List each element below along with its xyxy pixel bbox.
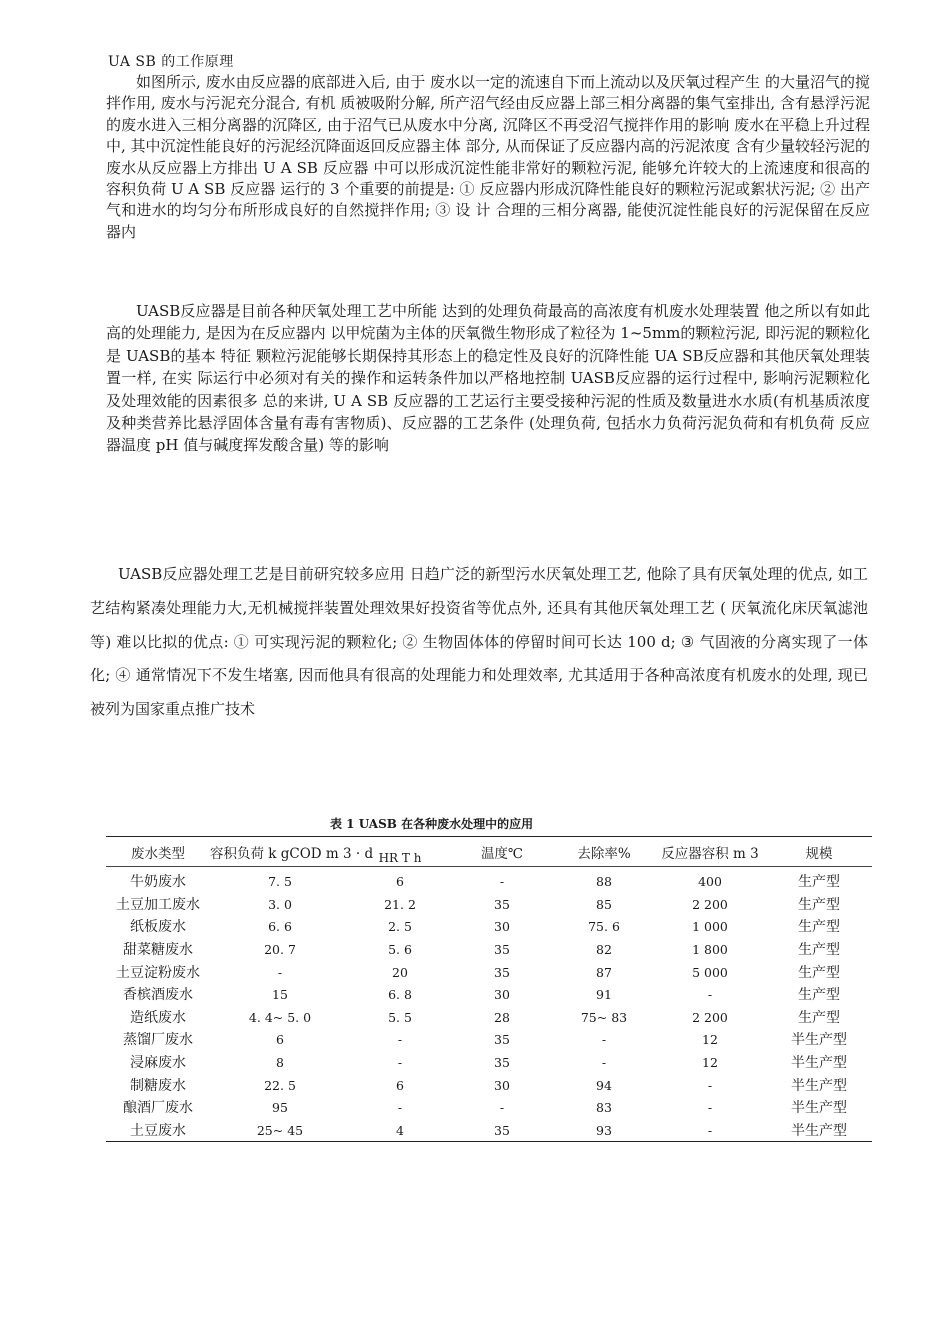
column-header: 温度℃ xyxy=(480,845,524,862)
uasb-application-table xyxy=(106,838,872,1142)
table-cell: 88 xyxy=(596,874,612,890)
table-cell: 15 xyxy=(272,987,288,1003)
table-cell: 30 xyxy=(494,987,510,1003)
table-row xyxy=(106,961,872,984)
table-cell: 生产型 xyxy=(798,942,840,959)
table-row xyxy=(106,916,872,939)
table-cell: 35 xyxy=(494,942,510,958)
table-cell: - xyxy=(397,1032,403,1048)
table-top-rule xyxy=(106,836,872,837)
table-cell: 20 xyxy=(392,964,408,980)
column-header: 废水类型 xyxy=(131,845,185,862)
table-cell: 12 xyxy=(702,1055,718,1071)
table-cell: 4 xyxy=(396,1122,404,1138)
table-row xyxy=(106,1120,872,1143)
table-row xyxy=(106,1029,872,1052)
table-cell: 20. 7 xyxy=(264,942,296,958)
table-cell: 2 200 xyxy=(692,1009,728,1025)
table-cell: - xyxy=(707,1122,713,1138)
table-cell: 1 000 xyxy=(692,919,728,935)
table-cell: 造纸废水 xyxy=(130,1009,186,1026)
table-cell: 8 xyxy=(276,1055,284,1071)
table-cell: 21. 2 xyxy=(384,896,416,912)
table-cell: 400 xyxy=(698,874,722,890)
paragraph-working-principle: 如图所示, 废水由反应器的底部进入后, 由于 废水以一定的流速自下而上流动以及厌氧过程产生 的大量沼气的搅拌作用, 废水与污泥充分混合, 有机 质被吸附分解, 所产沼气经由反应器上部三相分离器的集气室排出, 含有悬浮污泥的废水进入三相分离器的沉降区, 由于沼气已从废水中分离, 沉降区不再受沼气搅拌作用的影响 废水在平稳上升过程中, 其中沉淀性能良好的污泥经沉降面返回反应器主体 部分, 从而保证了反应器内高的污泥浓度 含有少量较轻污泥的废水从反应器上方排出 U A SB 反应器 中可以形成沉淀性能非常好的颗粒污泥, 能够允许较大的上流速度和很高的容积负荷 U A SB 反应器 运行的 3 个重要的前提是: ① 反应器内形成沉降性能良好的颗粒污泥或絮状污泥; ② 出产气和进水的均匀分布所形成良好的自然搅拌作用; ③ 设 计 合理的三相分离器, 能使沉淀性能良好的污泥保留在反应器内 xyxy=(106,73,870,241)
table-cell: 82 xyxy=(596,942,612,958)
table-cell: - xyxy=(499,874,505,890)
table-cell: 25~ 45 xyxy=(256,1122,304,1138)
table-cell: 75~ 83 xyxy=(580,1009,628,1025)
section-title: UA SB 的工作原理 xyxy=(108,54,234,70)
table-cell: 牛奶废水 xyxy=(130,874,186,891)
table-cell: 35 xyxy=(494,1122,510,1138)
table-cell: 7. 5 xyxy=(268,874,292,890)
table-cell: 85 xyxy=(596,896,612,912)
column-header: 规模 xyxy=(805,845,833,862)
table-cell: 5 000 xyxy=(692,964,728,980)
table-cell: 2 200 xyxy=(692,896,728,912)
table-cell: 甜菜糖废水 xyxy=(123,942,193,959)
table-cell: 94 xyxy=(596,1077,612,1093)
table-cell: 土豆废水 xyxy=(130,1122,186,1139)
table-cell: 制糖废水 xyxy=(130,1077,186,1094)
table-cell: 35 xyxy=(494,1055,510,1071)
table-cell: - xyxy=(707,1077,713,1093)
table-cell: 5. 5 xyxy=(388,1009,412,1025)
table-cell: 半生产型 xyxy=(791,1032,847,1049)
table-cell: 35 xyxy=(494,1032,510,1048)
table-cell: - xyxy=(397,1100,403,1116)
table-cell: 28 xyxy=(494,1009,510,1025)
table-cell: 浸麻废水 xyxy=(130,1055,186,1072)
column-header: 容积负荷 k gCOD m 3 · d xyxy=(210,845,374,862)
table-cell: 香槟酒废水 xyxy=(123,987,193,1004)
table-cell: 土豆加工废水 xyxy=(116,896,200,913)
table-row xyxy=(106,894,872,917)
paragraph-uasb-advantages: UASB反应器处理工艺是目前研究较多应用 日趋广泛的新型污水厌氧处理工艺, 他除了具有厌氧处理的优点, 如工艺结构紧凑处理能力大,无机械搅拌装置处理效果好投资省等优点外, 还具有其他厌氧处理工艺 ( 厌氧流化床厌氧滤池等) 难以比拟的优点: ① 可实现污泥的颗粒化; ② 生物固体体的停留时间可长达 100 d; ③ 气固液的分离实现了一体化; ④ 通常情况下不发生堵塞, 因而他具有很高的处理能力和处理效率, 尤其适用于各种高浓度有机废水的处理, 现已被列为国家重点推广技术 xyxy=(90,565,868,719)
table-cell: 6 xyxy=(396,1077,404,1093)
table-cell: 半生产型 xyxy=(791,1100,847,1117)
table-cell: 95 xyxy=(272,1100,288,1116)
table-cell: - xyxy=(277,964,283,980)
table-cell: 生产型 xyxy=(798,896,840,913)
table-cell: 酿酒厂废水 xyxy=(123,1100,193,1117)
table-row xyxy=(106,1074,872,1097)
table-cell: 6. 6 xyxy=(268,919,292,935)
table-cell: 生产型 xyxy=(798,1009,840,1026)
table-cell: 生产型 xyxy=(798,919,840,936)
table-cell: 91 xyxy=(596,987,612,1003)
table-cell: 35 xyxy=(494,964,510,980)
table-row xyxy=(106,984,872,1007)
table-cell: 生产型 xyxy=(798,874,840,891)
table-header-row xyxy=(106,838,872,865)
table-cell: 半生产型 xyxy=(791,1055,847,1072)
table-cell: - xyxy=(499,1100,505,1116)
table-cell: 2. 5 xyxy=(388,919,412,935)
table-cell: 75. 6 xyxy=(588,919,620,935)
table-cell: 1 800 xyxy=(692,942,728,958)
table-cell: 22. 5 xyxy=(264,1077,296,1093)
table-row xyxy=(106,1052,872,1075)
table-cell: 5. 6 xyxy=(388,942,412,958)
column-header: HR T h xyxy=(378,851,422,865)
table-cell: 蒸馏厂废水 xyxy=(123,1032,193,1049)
table-row xyxy=(106,1007,872,1030)
table-cell: 30 xyxy=(494,1077,510,1093)
table-caption: 表 1 UASB 在各种废水处理中的应用 xyxy=(330,817,534,831)
table-cell: 87 xyxy=(596,964,612,980)
table-cell: - xyxy=(601,1032,607,1048)
table-cell: - xyxy=(397,1055,403,1071)
table-cell: 4. 4~ 5. 0 xyxy=(248,1009,312,1025)
column-header: 去除率% xyxy=(577,845,631,862)
table-cell: 12 xyxy=(702,1032,718,1048)
table-cell: 83 xyxy=(596,1100,612,1116)
table-cell: - xyxy=(707,1100,713,1116)
table-cell: 半生产型 xyxy=(791,1077,847,1094)
table-cell: 30 xyxy=(494,919,510,935)
table-cell: 6 xyxy=(276,1032,284,1048)
table-cell: 93 xyxy=(596,1122,612,1138)
table-cell: - xyxy=(707,987,713,1003)
table-cell: 半生产型 xyxy=(791,1122,847,1139)
table-row xyxy=(106,865,872,894)
table-row xyxy=(106,939,872,962)
table-cell: 纸板废水 xyxy=(130,919,186,936)
table-cell: 35 xyxy=(494,896,510,912)
table-cell: 生产型 xyxy=(798,964,840,981)
table-cell: 6. 8 xyxy=(388,987,412,1003)
table-cell: 6 xyxy=(396,874,404,890)
table-cell: 生产型 xyxy=(798,987,840,1004)
table-cell: 3. 0 xyxy=(268,896,292,912)
table-row xyxy=(106,1097,872,1120)
column-header: 反应器容积 m 3 xyxy=(661,845,759,862)
table-cell: - xyxy=(601,1055,607,1071)
paragraph-uasb-capacity: UASB反应器是目前各种厌氧处理工艺中所能 达到的处理负荷最高的高浓度有机废水处理装置 他之所以有如此高的处理能力, 是因为在反应器内 以甲烷菌为主体的厌氧微生物形成了粒径为 1~5mm的颗粒污泥, 即污泥的颗粒化是 UASB的基本 特征 颗粒污泥能够长期保持其形态上的稳定性及良好的沉降性能 UA SB反应器和其他厌氧处理装置一样, 在实 际运行中必须对有关的操作和运转条件加以严格地控制 UASB反应器的运行过程中, 影响污泥颗粒化 及处理效能的因素很多 总的来讲, U A SB 反应器的工艺运行主要受接种污泥的性质及数量进水水质(有机基质浓度及种类营养比悬浮固体含量有毒有害物质)、反应器的工艺条件 (处理负荷, 包括水力负荷污泥负荷和有机负荷 反应器温度 pH 值与碱度挥发酸含量) 等的影响 xyxy=(106,302,870,455)
table-cell: 土豆淀粉废水 xyxy=(116,964,200,981)
